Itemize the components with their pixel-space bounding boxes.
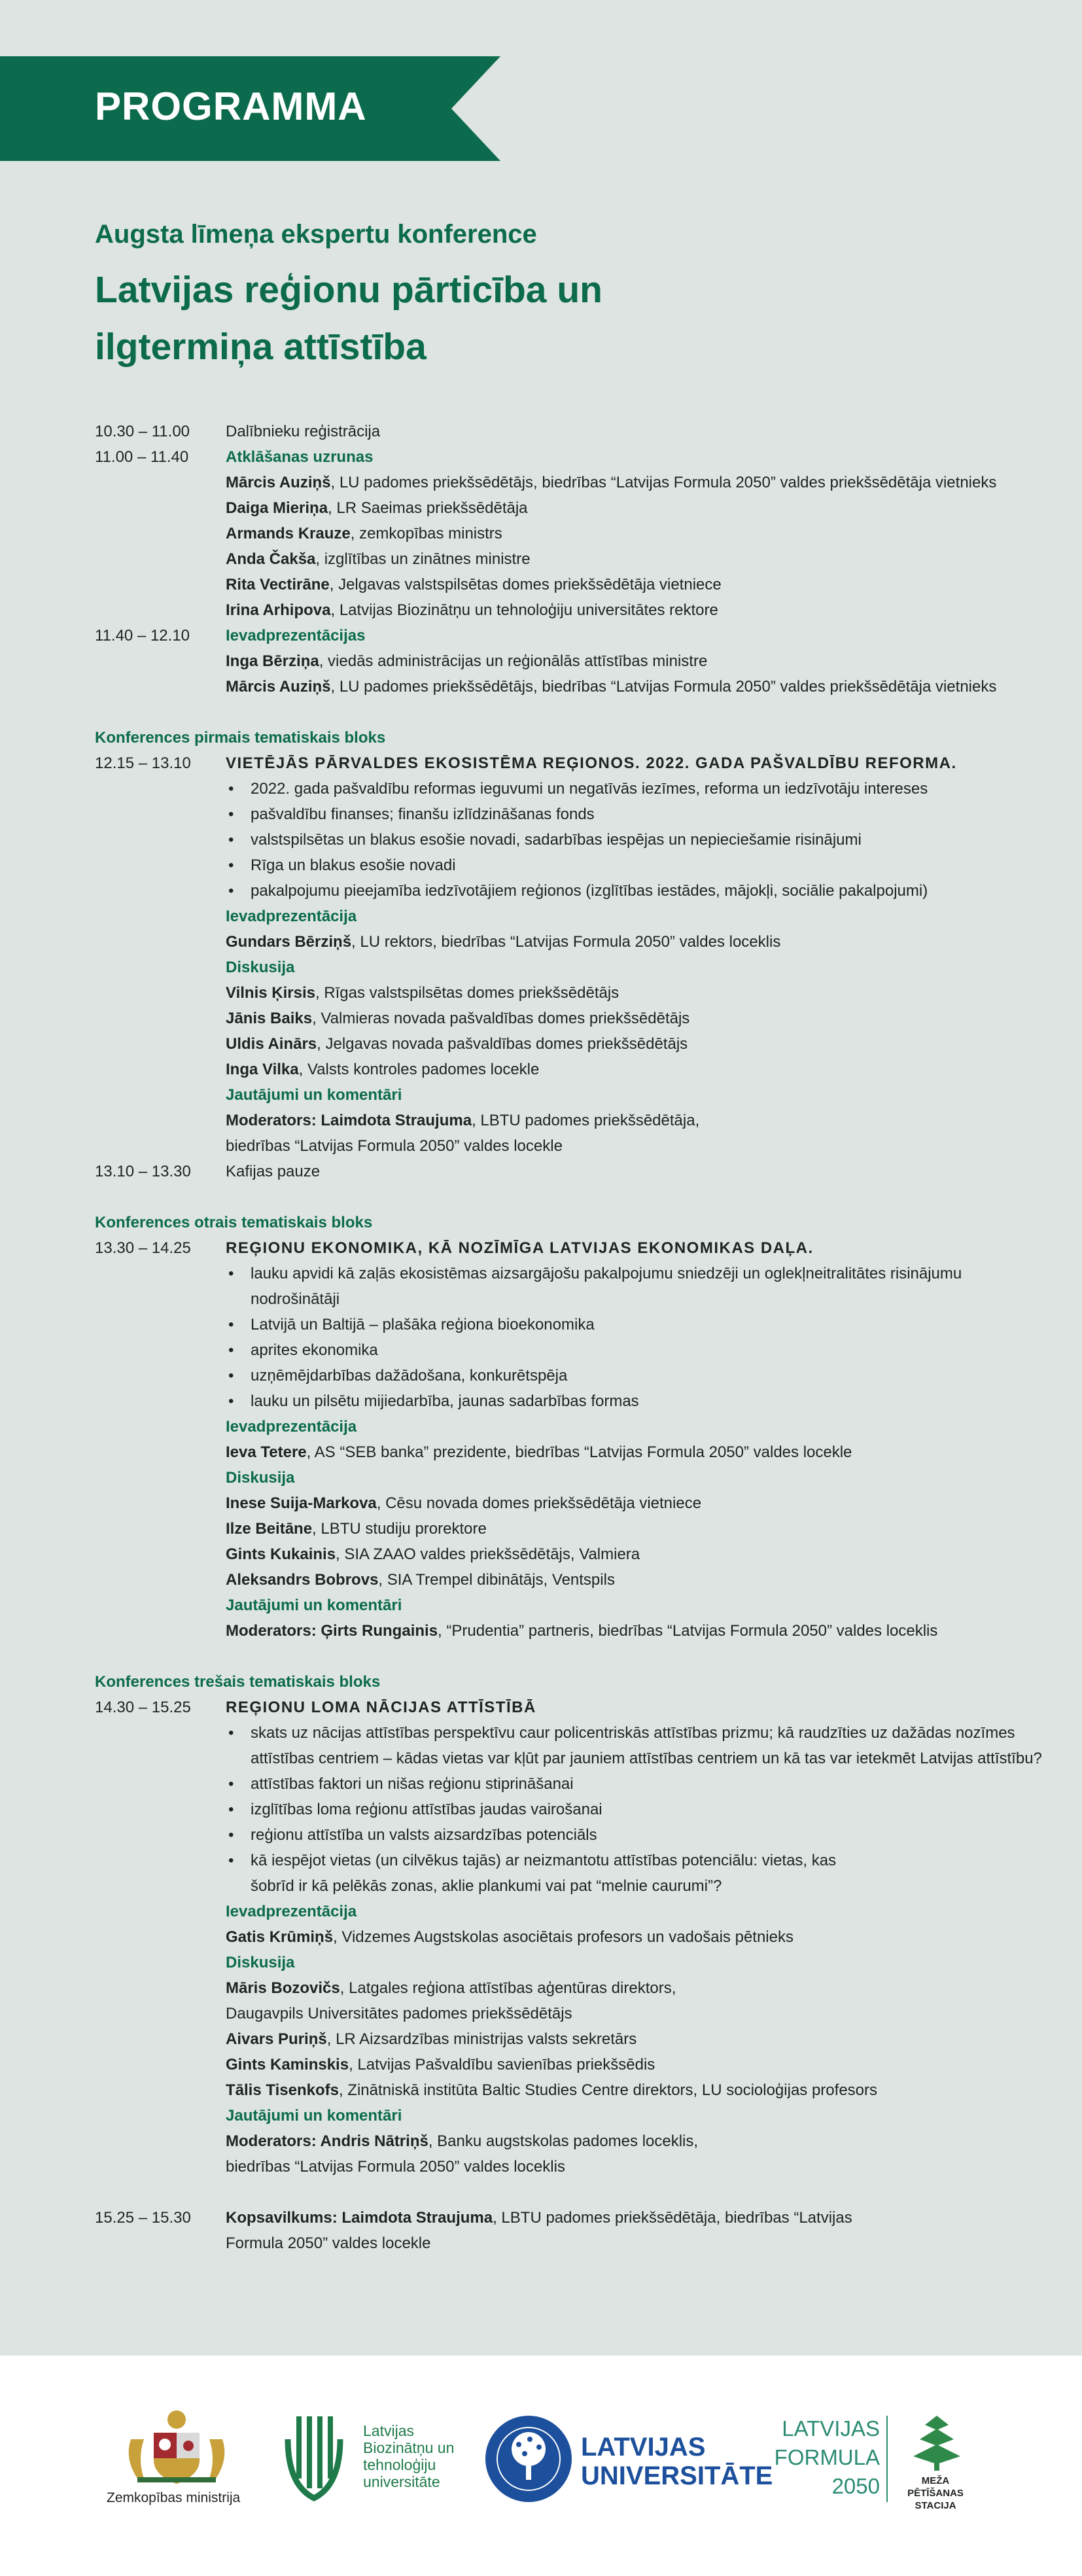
speaker: Anda Čakša, izglītības un zinātnes ministre — [226, 550, 531, 568]
topic-title: REĢIONU LOMA NĀCIJAS ATTĪSTĪBĀ — [226, 1699, 536, 1716]
partner-logos-footer — [0, 2355, 1082, 2576]
speaker: Tālis Tisenkofs, Zinātniskā institūta Baltic Studies Centre direktors, LU socioloģijas profesors — [226, 2081, 877, 2099]
summary-role: Formula 2050” valdes locekle — [226, 2234, 431, 2252]
schedule-item-opening — [95, 444, 1050, 623]
section-heading: Atklāšanas uzrunas — [226, 448, 374, 466]
time-slot: 13.10 – 13.30 — [95, 1163, 191, 1180]
bullet-item: • reģionu attīstība un valsts aizsardzības potenciāls — [226, 1822, 1050, 1848]
section-heading: Ievadprezentācija — [226, 1903, 357, 1920]
schedule-item-block2 — [95, 1235, 1050, 1644]
bullet-item: • valstspilsētas un blakus esošie novadi, sadarbības iespējas un nepieciešamie risinājumi — [226, 827, 1050, 853]
bullet-item: • aprites ekonomika — [226, 1337, 1043, 1363]
speaker-role: Daugavpils Universitātes padomes priekšsēdētājs — [226, 2005, 572, 2022]
bullet-item: • attīstības faktori un nišas reģionu stiprināšanai — [226, 1771, 1050, 1797]
zm-label: Zemkopības ministrija — [107, 2490, 241, 2505]
moderator: Moderators: Laimdota Straujuma, LBTU padomes priekšsēdētāja, — [226, 1112, 700, 1129]
moderator-role: biedrības “Latvijas Formula 2050” valdes locekle — [226, 1137, 563, 1155]
speaker: Rita Vectirāne, Jelgavas valstspilsētas domes priekšsēdētāja vietniece — [226, 576, 722, 593]
speaker: Aivars Puriņš, LR Aizsardzības ministrijas valsts sekretārs — [226, 2030, 637, 2048]
speaker: Ieva Tetere, AS “SEB banka” prezidente, biedrības “Latvijas Formula 2050” valdes locekle — [226, 1443, 852, 1461]
coat-of-arms-icon — [118, 2407, 236, 2488]
schedule-item-intro — [95, 623, 1050, 699]
section-heading: Diskusija — [226, 1469, 295, 1487]
lbtu-logo — [278, 2413, 350, 2508]
title-line-2: ilgtermiņa attīstība — [95, 326, 427, 368]
topic-bullets — [226, 1261, 1043, 1414]
speaker: Mārcis Auziņš, LU padomes priekšsēdētājs, biedrības “Latvijas Formula 2050” valdes priekšsēdētāja vietnieks — [226, 474, 997, 491]
time-slot: 15.25 – 15.30 — [95, 2209, 191, 2227]
speaker: Gints Kaminskis, Latvijas Pašvaldību savienības priekšsēdis — [226, 2056, 655, 2073]
conference-title — [95, 262, 814, 376]
bullet-item: • izglītības loma reģionu attīstības jaudas vairošanai — [226, 1797, 1050, 1822]
speaker: Māris Bozovičs, Latgales reģiona attīstības aģentūras direktors, — [226, 1979, 676, 1997]
lu-logo — [483, 2413, 574, 2508]
latvijas-formula-2050-logo: LATVIJAS FORMULA 2050 — [774, 2416, 880, 2498]
schedule-item-block3 — [95, 1695, 1050, 2179]
time-slot: 13.30 – 14.25 — [95, 1239, 191, 1257]
block-title: Konferences otrais tematiskais bloks — [95, 1214, 373, 1231]
bullet-item: • lauku apvidi kā zaļās ekosistēmas aizsargājošu pakalpojumu sniedzēji un oglekļneitralitātes risinājumu nodrošinātāji — [226, 1261, 1043, 1312]
speaker: Gundars Bērziņš, LU rektors, biedrības “Latvijas Formula 2050” valdes loceklis — [226, 933, 781, 951]
topic-title: REĢIONU EKONOMIKA, KĀ NOZĪMĪGA LATVIJAS EKONOMIKAS DAĻA. — [226, 1239, 814, 1257]
schedule-item-coffee — [95, 1159, 1050, 1184]
program-schedule — [95, 419, 1050, 2256]
section-heading: Ievadprezentācijas — [226, 627, 366, 644]
bullet-item: • uzņēmējdarbības dažādošana, konkurētspēja — [226, 1363, 1043, 1388]
topic-bullets — [226, 776, 1050, 904]
moderator: Moderators: Andris Nātriņš, Banku augstskolas padomes loceklis, — [226, 2132, 699, 2150]
speaker: Inga Vilka, Valsts kontroles padomes locekle — [226, 1061, 540, 1078]
lbtu-emblem-icon — [278, 2413, 350, 2505]
block-title: Konferences pirmais tematiskais bloks — [95, 729, 386, 747]
speaker: Gints Kukainis, SIA ZAAO valdes priekšsēdētājs, Valmiera — [226, 1545, 640, 1563]
section-heading: Diskusija — [226, 959, 295, 976]
item-label: Kafijas pauze — [226, 1163, 321, 1180]
speaker: Armands Krauze, zemkopības ministrs — [226, 525, 502, 542]
speaker: Aleksandrs Bobrovs, SIA Trempel dibinātājs, Ventspils — [226, 1571, 615, 1589]
section-heading: Diskusija — [226, 1954, 295, 1971]
time-slot: 11.40 – 12.10 — [95, 627, 190, 644]
time-slot: 14.30 – 15.25 — [95, 1699, 191, 1716]
schedule-item-summary — [95, 2205, 1050, 2256]
section-heading: Ievadprezentācija — [226, 908, 357, 925]
section-heading: Ievadprezentācija — [226, 1418, 357, 1436]
item-label: Dalībnieku reģistrācija — [226, 423, 381, 440]
topic-title: VIETĒJĀS PĀRVALDES EKOSISTĒMA REĢIONOS. 2022. GADA PAŠVALDĪBU REFORMA. — [226, 754, 957, 772]
section-heading: Jautājumi un komentāri — [226, 1597, 402, 1614]
moderator: Moderators: Ģirts Rungainis, “Prudentia” partneris, biedrības “Latvijas Formula 2050” valdes loceklis — [226, 1622, 938, 1640]
conference-subtitle: Augsta līmeņa ekspertu konference — [95, 220, 537, 249]
bullet-item: • pakalpojumu pieejamība iedzīvotājiem reģionos (izglītības iestādes, mājokļi, sociālie pakalpojumi) — [226, 878, 1050, 904]
lu-seal-icon — [483, 2413, 574, 2505]
schedule-item-block1 — [95, 750, 1050, 1159]
speaker: Irina Arhipova, Latvijas Biozinātņu un tehnoloģiju universitātes rektore — [226, 601, 718, 619]
speaker: Daiga Mieriņa, LR Saeimas priekšsēdētāja — [226, 499, 528, 517]
banner-title: PROGRAMMA — [95, 84, 367, 128]
topic-bullets — [226, 1720, 1050, 1899]
zemkopibas-ministrija-logo — [118, 2407, 236, 2491]
title-line-1: Latvijas reģionu pārticība un — [95, 269, 602, 311]
schedule-item-registration — [95, 419, 1050, 444]
bullet-item: • Latvijā un Baltijā – plašāka reģiona bioekonomika — [226, 1312, 1043, 1337]
tree-icon — [911, 2416, 963, 2471]
speaker: Jānis Baiks, Valmieras novada pašvaldības domes priekšsēdētājs — [226, 1010, 690, 1027]
meza-petisanas-stacija-logo — [911, 2416, 963, 2474]
lbtu-name: Latvijas Biozinātņu un tehnoloģiju universitāte — [363, 2422, 455, 2490]
time-slot: 11.00 – 11.40 — [95, 448, 189, 466]
bullet-item: • kā iespējot vietas (un cilvēkus tajās) ar neizmantotu attīstības potenciālu: vietas, kas šobrīd ir kā pelēkās zonas, aklie plankumi vai pat “melnie caurumi”? — [226, 1848, 847, 1899]
time-slot: 12.15 – 13.10 — [95, 754, 191, 772]
summary-speaker: Kopsavilkums: Laimdota Straujuma, LBTU padomes priekšsēdētāja, biedrības “Latvijas — [226, 2209, 852, 2227]
block-title: Konferences trešais tematiskais bloks — [95, 1673, 381, 1691]
bullet-item: • lauku un pilsētu mijiedarbība, jaunas sadarbības formas — [226, 1388, 1043, 1414]
moderator-role: biedrības “Latvijas Formula 2050” valdes loceklis — [226, 2158, 565, 2176]
lu-name: LATVIJAS UNIVERSITĀTE — [581, 2433, 773, 2490]
bullet-item: • 2022. gada pašvaldību reformas ieguvumi un negatīvās iezīmes, reforma un iedzīvotāju intereses — [226, 776, 1050, 802]
speaker: Uldis Ainārs, Jelgavas novada pašvaldības domes priekšsēdētājs — [226, 1035, 688, 1053]
logo-divider — [886, 2416, 888, 2502]
time-slot: 10.30 – 11.00 — [95, 423, 190, 440]
speaker: Vilnis Ķirsis, Rīgas valstspilsētas domes priekšsēdētājs — [226, 984, 620, 1002]
speaker: Inese Suija-Markova, Cēsu novada domes priekšsēdētāja vietniece — [226, 1494, 702, 1512]
bullet-item: • pašvaldību finanses; finanšu izlīdzināšanas fonds — [226, 802, 1050, 827]
bullet-item: • skats uz nācijas attīstības perspektīvu caur policentriskās attīstības prizmu; kā raudzīties uz dažādas nozīmes attīstības centriem – kādas vietas var kļūt par jauniem attīstības centriem un kā tas var ietekmēt Latvijas attīstību? — [226, 1720, 1050, 1771]
speaker: Mārcis Auziņš, LU padomes priekšsēdētājs, biedrības “Latvijas Formula 2050” valdes priekšsēdētāja vietnieks — [226, 678, 997, 696]
speaker: Inga Bērziņa, viedās administrācijas un reģionālās attīstības ministre — [226, 652, 708, 670]
msi-name: MEŽA PĒTĪŠANAS STACIJA — [907, 2475, 964, 2511]
speaker: Ilze Beitāne, LBTU studiju prorektore — [226, 1520, 487, 1538]
bullet-item: • Rīga un blakus esošie novadi — [226, 853, 1050, 878]
section-heading: Jautājumi un komentāri — [226, 2107, 402, 2125]
speaker: Gatis Krūmiņš, Vidzemes Augstskolas asociētais profesors un vadošais pētnieks — [226, 1928, 794, 1946]
program-banner — [0, 56, 504, 161]
section-heading: Jautājumi un komentāri — [226, 1086, 402, 1104]
